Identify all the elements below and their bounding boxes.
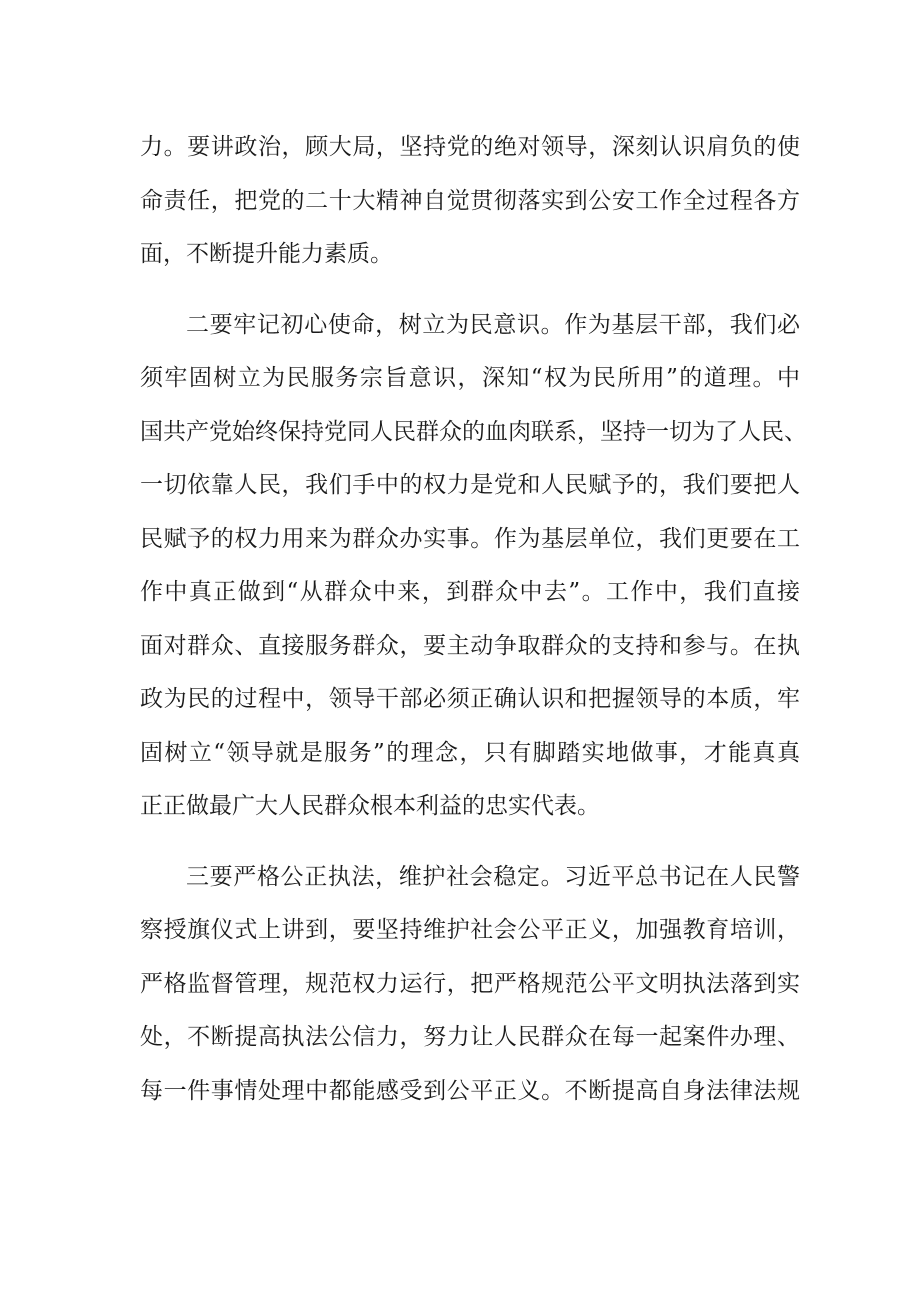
paragraph-line: 须牢固树立为民服务宗旨意识，深知“权为民所用”的道理。中	[140, 365, 800, 391]
paragraph-line: 民赋予的权力用来为群众办实事。作为基层单位，我们更要在工	[140, 525, 800, 552]
paragraph-line: 一切依靠人民，我们手中的权力是党和人民赋予的，我们要把人	[140, 472, 800, 498]
paragraph-line: 正正做最广大人民群众根本利益的忠实代表。	[140, 793, 600, 819]
paragraph-1	[140, 121, 800, 282]
paragraph-line: 国共产党始终保持党同人民群众的血肉联系，坚持一切为了人民、	[140, 418, 807, 445]
paragraph-line: 面，不断提升能力素质。	[140, 241, 393, 267]
paragraph-line: 三要严格公正执法，维护社会稳定。习近平总书记在人民警	[186, 863, 800, 890]
paragraph-line: 力。要讲政治，顾大局，坚持党的绝对领导，深刻认识肩负的使	[140, 134, 800, 160]
paragraph-line: 命责任，把党的二十大精神自觉贯彻落实到公安工作全过程各方	[140, 187, 800, 214]
paragraph-3	[140, 851, 800, 1119]
paragraph-line: 作中真正做到“从群众中来，到群众中去”。工作中，我们直接	[140, 579, 800, 605]
document-body	[140, 121, 807, 1118]
paragraph-line: 固树立“领导就是服务”的理念，只有脚踏实地做事，才能真真	[140, 739, 800, 766]
paragraph-line: 二要牢记初心使命，树立为民意识。作为基层干部，我们必	[186, 311, 800, 338]
paragraph-line: 面对群众、直接服务群众，要主动争取群众的支持和参与。在执	[140, 632, 800, 659]
paragraph-2	[140, 299, 807, 834]
paragraph-line: 处，不断提高执法公信力，努力让人民群众在每一起案件办理、	[140, 1024, 800, 1050]
paragraph-gap	[140, 282, 800, 299]
paragraph-line: 政为民的过程中，领导干部必须正确认识和把握领导的本质，牢	[140, 686, 800, 712]
paragraph-line: 察授旗仪式上讲到，要坚持维护社会公平正义，加强教育培训，	[140, 917, 800, 943]
paragraph-line: 严格监督管理，规范权力运行，把严格规范公平文明执法落到实	[140, 970, 800, 997]
paragraph-line: 每一件事情处理中都能感受到公平正义。不断提高自身法律法规	[140, 1077, 800, 1104]
paragraph-gap	[140, 834, 800, 851]
